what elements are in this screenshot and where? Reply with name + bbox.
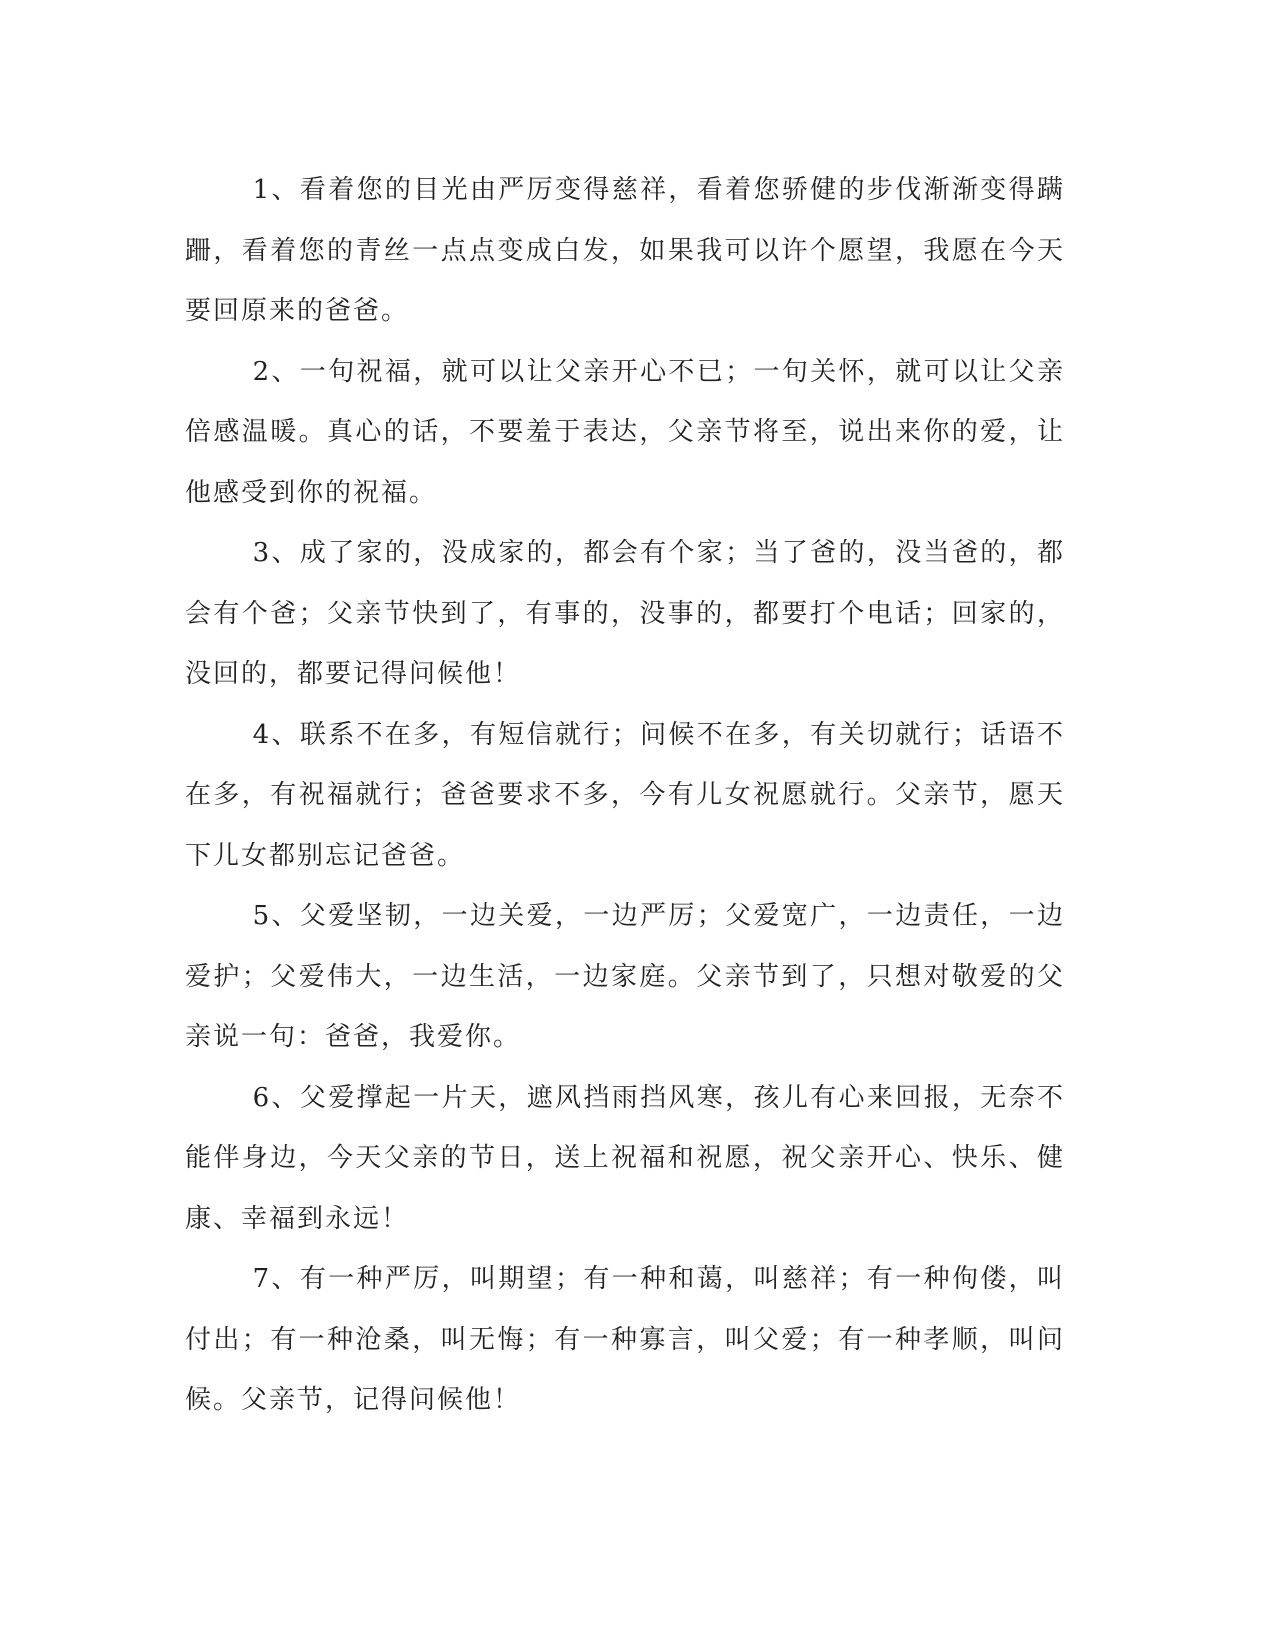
paragraph-4: 4、联系不在多，有短信就行；问候不在多，有关切就行；话语不在多，有祝福就行；爸爸要求不多，今有儿女祝愿就行。父亲节，愿天下儿女都别忘记爸爸。 <box>185 719 1065 871</box>
document-body <box>185 160 1065 1431</box>
paragraph-6: 6、父爱撑起一片天，遮风挡雨挡风寒，孩儿有心来回报，无奈不能伴身边，今天父亲的节日，送上祝福和祝愿，祝父亲开心、快乐、健康、幸福到永远！ <box>185 1082 1065 1234</box>
paragraph-5: 5、父爱坚韧，一边关爱，一边严厉；父爱宽广，一边责任，一边爱护；父爱伟大，一边生活，一边家庭。父亲节到了，只想对敬爱的父亲说一句：爸爸，我爱你。 <box>185 901 1065 1052</box>
paragraph-7: 7、有一种严厉，叫期望；有一种和蔼，叫慈祥；有一种佝偻，叫付出；有一种沧桑，叫无悔；有一种寡言，叫父爱；有一种孝顺，叫问候。父亲节，记得问候他！ <box>185 1264 1065 1415</box>
paragraph-2: 2、一句祝福，就可以让父亲开心不已；一句关怀，就可以让父亲倍感温暖。真心的话，不要羞于表达，父亲节将至，说出来你的爱，让他感受到你的祝福。 <box>185 356 1065 508</box>
paragraph-1: 1、看着您的目光由严厉变得慈祥，看着您骄健的步伐渐渐变得蹒跚，看着您的青丝一点点变成白发，如果我可以许个愿望，我愿在今天要回原来的爸爸。 <box>185 175 1065 326</box>
paragraph-3: 3、成了家的，没成家的，都会有个家；当了爸的，没当爸的，都会有个爸；父亲节快到了，有事的，没事的，都要打个电话；回家的，没回的，都要记得问候他！ <box>185 538 1065 689</box>
